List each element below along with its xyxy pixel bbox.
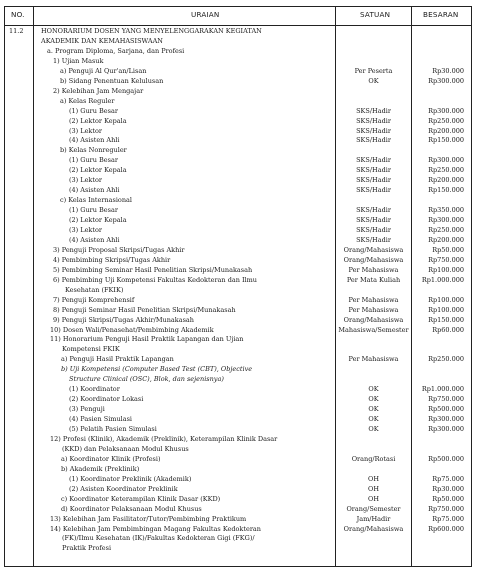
- table-row: [5, 525, 471, 535]
- row-unit: Mahasiswa/Semester: [338, 325, 409, 334]
- row-amount: Rp60.000: [432, 325, 464, 334]
- table-row: [5, 117, 471, 127]
- table-row: [5, 365, 471, 375]
- row-amount: Rp200.000: [428, 176, 464, 185]
- row-amount: Rp150.000: [428, 186, 464, 195]
- table-row: [5, 27, 471, 37]
- table-row: [5, 345, 471, 355]
- table-row: [5, 156, 471, 166]
- header-besaran: BESARAN: [423, 10, 459, 19]
- row-amount: Rp30.000: [432, 484, 464, 493]
- table-row: [5, 515, 471, 525]
- row-amount: Rp200.000: [428, 235, 464, 244]
- table-row: [5, 405, 471, 415]
- row-description: c) Kelas Internasional: [60, 196, 132, 205]
- row-amount: Rp1.000.000: [421, 385, 464, 394]
- row-description: (2) Asisten Koordinator Preklinik: [69, 484, 178, 493]
- row-unit: SKS/Hadir: [356, 136, 391, 145]
- row-unit: SKS/Hadir: [356, 216, 391, 225]
- row-unit: Per Mahasiswa: [348, 295, 399, 304]
- row-description: (1) Koordinator: [69, 385, 120, 394]
- row-amount: Rp300.000: [428, 415, 464, 424]
- table-row: [5, 77, 471, 87]
- row-unit: SKS/Hadir: [356, 126, 391, 135]
- table-row: [5, 296, 471, 306]
- row-description: b) Uji Kompetensi (Computer Based Test (CBT), Objective: [61, 365, 253, 374]
- row-amount: Rp750.000: [428, 395, 464, 404]
- table-row: [5, 316, 471, 326]
- table-row: [5, 495, 471, 505]
- row-description: 9) Penguji Skripsi/Tugas Akhir/Munakasah: [53, 315, 194, 324]
- honorarium-table: [4, 6, 472, 567]
- row-description: 2) Kelebihan Jam Mengajar: [53, 86, 144, 95]
- table-row: [5, 534, 471, 544]
- table-row: [5, 136, 471, 146]
- row-description: Structure Clinical (OSC), Blok, dan sejenisnya): [69, 375, 224, 384]
- row-amount: Rp75.000: [432, 514, 464, 523]
- row-description: (4) Asisten Ahli: [69, 186, 120, 195]
- row-description: 11) Honorarium Penguji Hasil Praktik Lapangan dan Ujian: [50, 335, 244, 344]
- row-description: a) Koordinator Klinik (Profesi): [61, 454, 161, 463]
- row-description: (2) Lektor Kepala: [69, 116, 127, 125]
- row-unit: Per Mahasiswa: [348, 355, 399, 364]
- row-description: a) Penguji Al Qur'an/Lisan: [60, 66, 147, 75]
- row-description: (3) Lektor: [69, 176, 103, 185]
- header-uraian: URAIAN: [191, 10, 220, 19]
- row-amount: Rp250.000: [428, 116, 464, 125]
- table-row: [5, 445, 471, 455]
- table-row: [5, 206, 471, 216]
- row-amount: Rp75.000: [432, 474, 464, 483]
- row-unit: SKS/Hadir: [356, 116, 391, 125]
- row-amount: Rp50.000: [432, 245, 464, 254]
- row-description: a) Penguji Hasil Praktik Lapangan: [61, 355, 174, 364]
- table-row: [5, 97, 471, 107]
- table-row: [5, 505, 471, 515]
- row-amount: Rp200.000: [428, 126, 464, 135]
- row-description: 5) Pembimbing Seminar Hasil Penelitian Skripsi/Munakasah: [53, 265, 253, 274]
- row-description: b) Kelas Nonreguler: [60, 146, 127, 155]
- row-unit: Jam/Hadir: [356, 514, 391, 523]
- row-description: (5) Pelatih Pasien Simulasi: [69, 425, 157, 433]
- row-amount: Rp250.000: [428, 166, 464, 175]
- row-description: 8) Penguji Seminar Hasil Penelitian Skripsi/Munakasah: [53, 305, 236, 314]
- row-unit: OK: [368, 415, 379, 424]
- row-unit: Orang/Mahasiswa: [343, 315, 404, 324]
- row-description: 4) Pembimbing Skripsi/Tugas Akhir: [53, 255, 171, 264]
- row-description: (3) Penguji: [69, 405, 105, 414]
- row-amount: Rp500.000: [428, 405, 464, 414]
- row-unit: OK: [368, 405, 379, 414]
- row-unit: Orang/Mahasiswa: [343, 255, 404, 264]
- row-unit: OH: [368, 494, 379, 503]
- row-amount: Rp150.000: [428, 315, 464, 324]
- row-description: 14) Kelebihan Jam Pembimbingan Magang Fakultas Kedokteran: [50, 524, 261, 533]
- row-description: (1) Guru Besar: [69, 106, 118, 115]
- row-amount: Rp100.000: [428, 295, 464, 304]
- table-row: [5, 87, 471, 97]
- table-row: [5, 196, 471, 206]
- table-row: [5, 425, 471, 435]
- table-row: [5, 236, 471, 246]
- row-amount: Rp750.000: [428, 504, 464, 513]
- row-unit: Orang/Semester: [346, 504, 401, 513]
- table-row: [5, 176, 471, 186]
- table-header: [5, 7, 471, 26]
- table-row: [5, 385, 471, 395]
- row-unit: SKS/Hadir: [356, 206, 391, 215]
- row-unit: OH: [368, 474, 379, 483]
- row-unit: OK: [368, 425, 379, 433]
- row-description: 1) Ujian Masuk: [53, 56, 104, 65]
- row-amount: Rp300.000: [428, 425, 464, 433]
- row-description: AKADEMIK DAN KEMAHASISWAAN: [41, 36, 163, 45]
- row-amount: Rp350.000: [428, 206, 464, 215]
- row-description: (4) Asisten Ahli: [69, 136, 120, 145]
- row-unit: SKS/Hadir: [356, 166, 391, 175]
- row-description: 6) Pembimbing Uji Kompetensi Fakultas Kedokteran dan Ilmu: [53, 275, 257, 284]
- table-row: [5, 37, 471, 47]
- row-amount: Rp30.000: [432, 66, 464, 75]
- row-amount: Rp750.000: [428, 255, 464, 264]
- table-row: [5, 216, 471, 226]
- header-no: NO.: [11, 10, 25, 19]
- row-amount: Rp50.000: [432, 494, 464, 503]
- row-description: (1) Guru Besar: [69, 206, 118, 215]
- table-row: [5, 276, 471, 286]
- row-unit: OK: [368, 385, 379, 394]
- row-amount: Rp100.000: [428, 265, 464, 274]
- row-description: (3) Lektor: [69, 126, 103, 135]
- table-row: [5, 485, 471, 495]
- row-description: (2) Lektor Kepala: [69, 216, 127, 225]
- table-row: [5, 266, 471, 276]
- row-description: (2) Koordinator Lokasi: [69, 395, 144, 404]
- row-unit: Orang/Rotasi: [351, 454, 396, 463]
- row-amount: Rp150.000: [428, 136, 464, 145]
- row-unit: SKS/Hadir: [356, 106, 391, 115]
- row-amount: Rp250.000: [428, 355, 464, 364]
- table-row: [5, 415, 471, 425]
- table-row: [5, 246, 471, 256]
- row-description: Praktik Profesi: [62, 544, 112, 553]
- row-unit: OK: [368, 395, 379, 404]
- row-unit: OH: [368, 484, 379, 493]
- row-unit: SKS/Hadir: [356, 226, 391, 234]
- row-description: 7) Penguji Komprehensif: [53, 295, 135, 304]
- row-description: b) Sidang Penentuan Kelulusan: [60, 76, 164, 85]
- table-row: [5, 226, 471, 236]
- row-unit: SKS/Hadir: [356, 235, 391, 244]
- row-number: 11.2: [9, 27, 24, 35]
- row-amount: Rp300.000: [428, 106, 464, 115]
- row-amount: Rp500.000: [428, 454, 464, 463]
- row-amount: Rp1.000.000: [421, 275, 464, 284]
- row-description: (1) Guru Besar: [69, 156, 118, 165]
- table-row: [5, 455, 471, 465]
- row-description: (4) Pasien Simulasi: [69, 415, 132, 424]
- row-amount: Rp600.000: [428, 524, 464, 533]
- table-row: [5, 395, 471, 405]
- table-row: [5, 107, 471, 117]
- table-row: [5, 375, 471, 385]
- row-unit: SKS/Hadir: [356, 186, 391, 195]
- row-description: 13) Kelebihan Jam Fasilitator/Tutor/Pembimbing Praktikum: [50, 514, 247, 523]
- row-description: d) Koordinator Pelaksanaan Modul Khusus: [61, 504, 202, 513]
- table-row: [5, 326, 471, 336]
- table-row: [5, 57, 471, 67]
- table-row: [5, 146, 471, 156]
- row-unit: Per Peserta: [354, 66, 393, 75]
- row-description: Kesehatan (FKIK): [65, 285, 124, 294]
- table-row: [5, 435, 471, 445]
- row-description: (1) Koordinator Preklinik (Akademik): [69, 474, 192, 483]
- row-unit: SKS/Hadir: [356, 176, 391, 185]
- row-description: 10) Dosen Wali/Penasehat/Pembimbing Akademik: [50, 325, 214, 334]
- row-amount: Rp100.000: [428, 305, 464, 314]
- header-satuan: SATUAN: [360, 10, 391, 19]
- table-row: [5, 465, 471, 475]
- row-description: a) Kelas Reguler: [60, 96, 115, 105]
- row-description: (FK)/Ilmu Kesehatan (IK)/Fakultas Kedokteran Gigi (FKG)/: [62, 534, 255, 543]
- row-amount: Rp300.000: [428, 156, 464, 165]
- table-row: [5, 544, 471, 554]
- row-unit: Per Mata Kuliah: [346, 275, 401, 284]
- row-amount: Rp300.000: [428, 76, 464, 85]
- table-row: [5, 47, 471, 57]
- row-unit: OK: [368, 76, 379, 85]
- row-description: HONORARIUM DOSEN YANG MENYELENGGARAKAN KEGIATAN: [41, 27, 262, 35]
- row-unit: Orang/Mahasiswa: [343, 524, 404, 533]
- row-description: (4) Asisten Ahli: [69, 235, 120, 244]
- row-description: 12) Profesi (Klinik), Akademik (Preklinik), Keterampilan Klinik Dasar: [50, 434, 278, 443]
- row-description: (KKD) dan Pelaksanaan Modul Khusus: [62, 444, 189, 453]
- table-row: [5, 67, 471, 77]
- row-description: (3) Lektor: [69, 226, 103, 234]
- row-unit: SKS/Hadir: [356, 156, 391, 165]
- table-row: [5, 355, 471, 365]
- table-row: [5, 286, 471, 296]
- row-unit: Per Mahasiswa: [348, 265, 399, 274]
- row-description: Kompetensi FKIK: [62, 345, 120, 354]
- table-row: [5, 335, 471, 345]
- row-description: (2) Lektor Kepala: [69, 166, 127, 175]
- row-unit: Orang/Mahasiswa: [343, 245, 404, 254]
- row-description: 3) Penguji Proposal Skripsi/Tugas Akhir: [53, 245, 185, 254]
- table-row: [5, 475, 471, 485]
- row-amount: Rp250.000: [428, 226, 464, 234]
- row-description: c) Koordinator Keterampilan Klinik Dasar (KKD): [61, 494, 221, 503]
- table-row: [5, 127, 471, 137]
- table-row: [5, 306, 471, 316]
- row-description: a. Program Diploma, Sarjana, dan Profesi: [47, 46, 185, 55]
- row-unit: Per Mahasiswa: [348, 305, 399, 314]
- table-row: [5, 186, 471, 196]
- row-amount: Rp300.000: [428, 216, 464, 225]
- table-row: [5, 166, 471, 176]
- table-row: [5, 256, 471, 266]
- row-description: b) Akademik (Preklinik): [61, 464, 140, 473]
